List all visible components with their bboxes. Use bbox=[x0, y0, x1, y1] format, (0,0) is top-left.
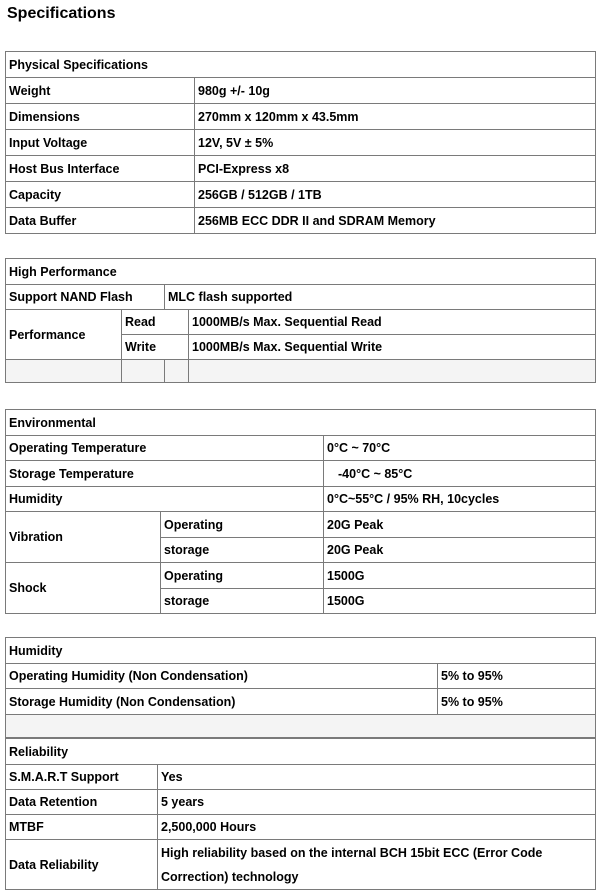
empty-cell bbox=[6, 360, 122, 383]
spec-sublabel-vibration-storage: storage bbox=[161, 538, 324, 563]
environmental-table bbox=[5, 409, 596, 614]
reliability-table bbox=[5, 738, 596, 890]
spec-label-performance: Performance bbox=[6, 310, 122, 360]
physical-specs-table bbox=[5, 51, 596, 234]
spec-label-storage-temperature: Storage Temperature bbox=[6, 461, 324, 487]
section-title: Humidity bbox=[6, 638, 596, 664]
section-title: High Performance bbox=[6, 259, 596, 285]
spec-value-nand: MLC flash supported bbox=[165, 285, 596, 310]
spec-sublabel-vibration-operating: Operating bbox=[161, 512, 324, 538]
spec-label-storage-humidity: Storage Humidity (Non Condensation) bbox=[6, 689, 438, 715]
spec-label-vibration: Vibration bbox=[6, 512, 161, 563]
empty-cell bbox=[122, 360, 165, 383]
spec-label-host-bus: Host Bus Interface bbox=[6, 156, 195, 182]
spec-value-vibration-operating: 20G Peak bbox=[324, 512, 596, 538]
spec-value-shock-operating: 1500G bbox=[324, 563, 596, 589]
spec-label-capacity: Capacity bbox=[6, 182, 195, 208]
performance-table bbox=[5, 258, 596, 383]
section-title: Reliability bbox=[6, 739, 596, 765]
spec-value-dimensions: 270mm x 120mm x 43.5mm bbox=[195, 104, 596, 130]
spec-value-data-retention: 5 years bbox=[158, 790, 596, 815]
spec-value-read: 1000MB/s Max. Sequential Read bbox=[189, 310, 596, 335]
spec-value-data-buffer: 256MB ECC DDR II and SDRAM Memory bbox=[195, 208, 596, 234]
spec-value-input-voltage: 12V, 5V ± 5% bbox=[195, 130, 596, 156]
empty-cell bbox=[6, 715, 596, 738]
empty-cell bbox=[165, 360, 189, 383]
spec-value-smart: Yes bbox=[158, 765, 596, 790]
humidity-table bbox=[5, 637, 596, 738]
spec-sublabel-shock-storage: storage bbox=[161, 589, 324, 614]
spec-value-operating-humidity: 5% to 95% bbox=[438, 664, 596, 689]
spec-value-humidity: 0°C~55°C / 95% RH, 10cycles bbox=[324, 487, 596, 512]
spec-value-capacity: 256GB / 512GB / 1TB bbox=[195, 182, 596, 208]
spec-value-vibration-storage: 20G Peak bbox=[324, 538, 596, 563]
spec-value-shock-storage: 1500G bbox=[324, 589, 596, 614]
spec-label-mtbf: MTBF bbox=[6, 815, 158, 840]
spec-label-operating-humidity: Operating Humidity (Non Condensation) bbox=[6, 664, 438, 689]
spec-value-operating-temperature: 0°C ~ 70°C bbox=[324, 436, 596, 461]
spec-sublabel-shock-operating: Operating bbox=[161, 563, 324, 589]
section-title: Environmental bbox=[6, 410, 596, 436]
section-title: Physical Specifications bbox=[6, 52, 596, 78]
spec-label-data-retention: Data Retention bbox=[6, 790, 158, 815]
spec-value-mtbf: 2,500,000 Hours bbox=[158, 815, 596, 840]
page-title: Specifications bbox=[7, 5, 116, 22]
spec-label-data-buffer: Data Buffer bbox=[6, 208, 195, 234]
spec-label-humidity: Humidity bbox=[6, 487, 324, 512]
spec-value-storage-humidity: 5% to 95% bbox=[438, 689, 596, 715]
spec-value-data-reliability: High reliability based on the internal BCH 15bit ECC (Error Code Correction) technology bbox=[158, 840, 596, 890]
spec-label-smart: S.M.A.R.T Support bbox=[6, 765, 158, 790]
spec-value-storage-temperature: -40°C ~ 85°C bbox=[324, 461, 596, 487]
spec-sublabel-read: Read bbox=[122, 310, 189, 335]
spec-value-host-bus: PCI-Express x8 bbox=[195, 156, 596, 182]
spec-label-operating-temperature: Operating Temperature bbox=[6, 436, 324, 461]
spec-label-nand: Support NAND Flash bbox=[6, 285, 165, 310]
spec-value-write: 1000MB/s Max. Sequential Write bbox=[189, 335, 596, 360]
spec-label-weight: Weight bbox=[6, 78, 195, 104]
spec-label-dimensions: Dimensions bbox=[6, 104, 195, 130]
spec-label-input-voltage: Input Voltage bbox=[6, 130, 195, 156]
spec-label-shock: Shock bbox=[6, 563, 161, 614]
empty-cell bbox=[189, 360, 596, 383]
spec-sublabel-write: Write bbox=[122, 335, 189, 360]
spec-label-data-reliability: Data Reliability bbox=[6, 840, 158, 890]
spec-value-weight: 980g +/- 10g bbox=[195, 78, 596, 104]
